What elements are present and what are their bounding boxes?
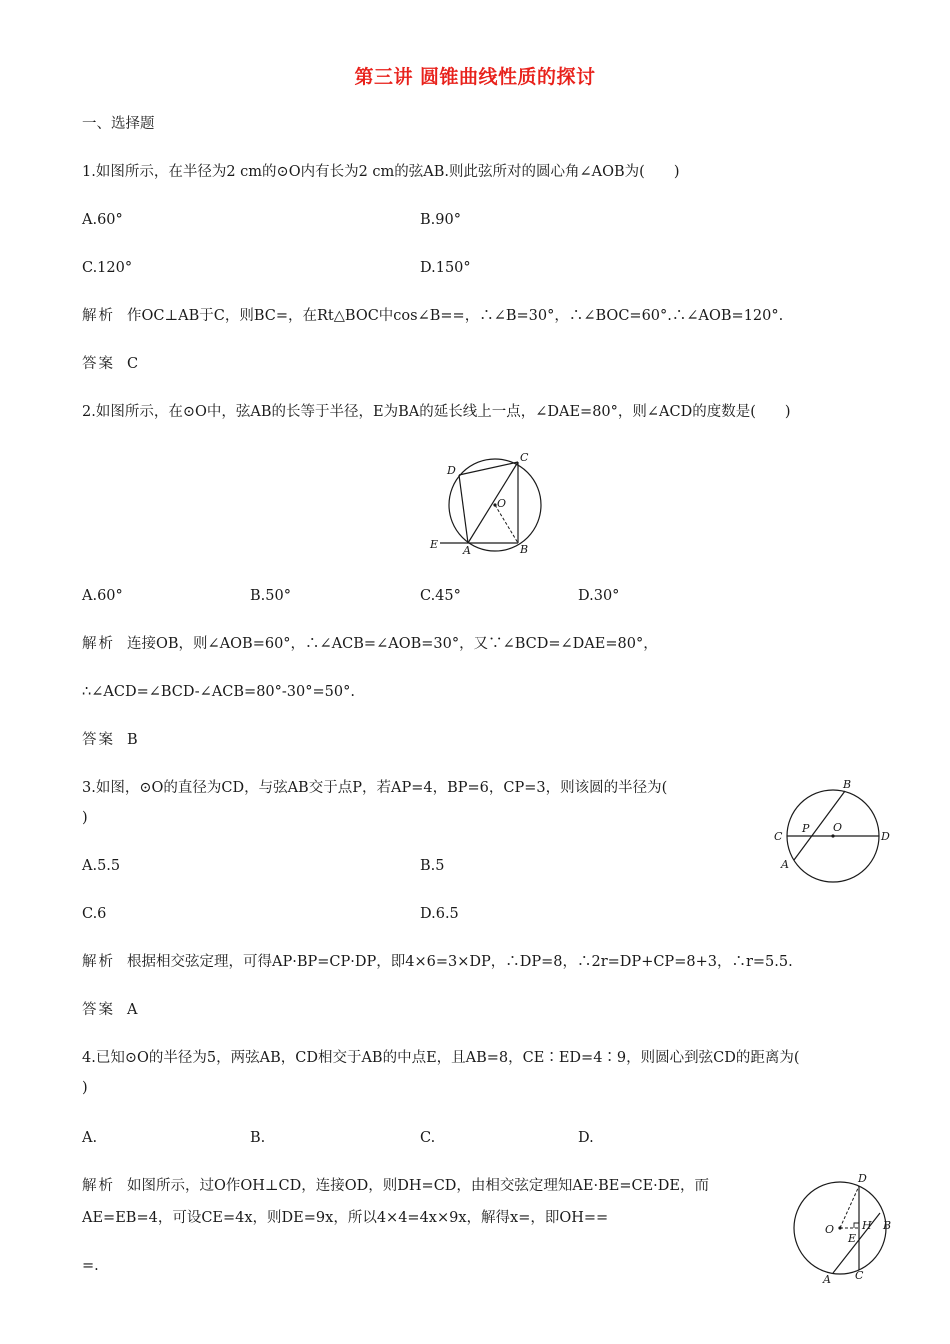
q4-option-c: C. bbox=[420, 1130, 436, 1146]
q3-label-c: C bbox=[774, 830, 783, 843]
q2-solution bbox=[82, 634, 658, 654]
q2-answer bbox=[82, 730, 138, 750]
q2-line-da bbox=[459, 475, 468, 543]
q1-option-b: B.90° bbox=[420, 212, 461, 228]
q4-solution bbox=[82, 1176, 709, 1196]
q4-center-dot bbox=[838, 1226, 841, 1229]
q4-label-h: H bbox=[862, 1219, 872, 1232]
answer-label: 答案 bbox=[82, 1002, 115, 1018]
q1-stem: 1.如图所示，在半径为2 cm的⊙O内有长为2 cm的弦AB.则此弦所对的圆心角∠AOB为( ) bbox=[82, 164, 680, 180]
q1-solution-text: 作OC⊥AB于C，则BC=，在Rt△BOC中cos∠B==，∴∠B=30°，∴∠BOC=60°.∴∠AOB=120°. bbox=[127, 308, 784, 324]
q3-stem: 3.如图，⊙O的直径为CD，与弦AB交于点P，若AP=4，BP=6，CP=3，则该圆的半径为( bbox=[82, 780, 668, 796]
q4-stem-line2: ) bbox=[82, 1080, 88, 1096]
q3-solution-text: 根据相交弦定理，可得AP·BP=CP·DP，即4×6=3×DP，∴DP=8，∴2r=DP+CP=8+3，∴r=5.5. bbox=[127, 954, 793, 970]
q2-label-a: A bbox=[463, 544, 471, 557]
q2-label-d: D bbox=[447, 464, 456, 477]
q3-label-b: B bbox=[843, 778, 852, 791]
q3-answer-value: A bbox=[127, 1002, 138, 1018]
q4-figure bbox=[785, 1170, 900, 1288]
q2-label-e: E bbox=[430, 538, 439, 551]
q4-label-d: D bbox=[858, 1172, 867, 1185]
q3-option-b: B.5 bbox=[420, 858, 445, 874]
q1-option-a: A.60° bbox=[82, 212, 123, 228]
q2-label-b: B bbox=[520, 543, 529, 556]
q3-stem-line2: ) bbox=[82, 810, 88, 826]
solution-label: 解析 bbox=[82, 1178, 115, 1194]
q4-solution-text: 如图所示，过O作OH⊥CD，连接OD，则DH=CD，由相交弦定理知AE·BE=CE·DE，而 bbox=[127, 1178, 709, 1194]
q1-option-c: C.120° bbox=[82, 260, 133, 276]
section-heading: 一、选择题 bbox=[82, 116, 155, 132]
q4-chord-ab bbox=[833, 1213, 880, 1273]
solution-label: 解析 bbox=[82, 954, 115, 970]
q4-option-d: D. bbox=[578, 1130, 594, 1146]
q1-solution bbox=[82, 306, 783, 326]
q1-option-d: D.150° bbox=[420, 260, 471, 276]
q2-option-c: C.45° bbox=[420, 588, 461, 604]
answer-label: 答案 bbox=[82, 732, 115, 748]
q3-center-dot bbox=[831, 834, 834, 837]
q2-stem: 2.如图所示，在⊙O中，弦AB的长等于半径，E为BA的延长线上一点，∠DAE=80°，则∠ACD的度数是( ) bbox=[82, 404, 791, 420]
q3-solution bbox=[82, 952, 793, 972]
q2-dashed-ob bbox=[495, 505, 518, 543]
q4-solution-line3: =. bbox=[82, 1258, 99, 1274]
answer-label: 答案 bbox=[82, 356, 115, 372]
q4-label-c: C bbox=[855, 1269, 864, 1282]
q2-answer-value: B bbox=[127, 732, 138, 748]
solution-label: 解析 bbox=[82, 308, 115, 324]
q4-dashed-od bbox=[840, 1186, 859, 1228]
solution-label: 解析 bbox=[82, 636, 115, 652]
q3-option-d: D.6.5 bbox=[420, 906, 459, 922]
q4-solution-line2: AE=EB=4，可设CE=4x，则DE=9x，所以4×4=4x×9x，解得x=，即OH== bbox=[82, 1210, 609, 1226]
q3-label-d: D bbox=[881, 830, 890, 843]
page-title: 第三讲 圆锥曲线性质的探讨 bbox=[354, 66, 596, 88]
q3-option-a: A.5.5 bbox=[82, 858, 121, 874]
q4-option-b: B. bbox=[250, 1130, 266, 1146]
q2-label-c: C bbox=[520, 451, 529, 464]
q1-answer-value: C bbox=[127, 356, 139, 372]
q2-option-d: D.30° bbox=[578, 588, 620, 604]
q4-label-o: O bbox=[825, 1223, 835, 1236]
q4-label-a: A bbox=[823, 1273, 831, 1286]
q2-label-o: O bbox=[497, 497, 507, 510]
q4-right-angle-mark bbox=[854, 1223, 859, 1228]
q2-solution-text: 连接OB，则∠AOB=60°，∴∠ACB=∠AOB=30°，又∵∠BCD=∠DAE=80°， bbox=[127, 636, 658, 652]
q3-label-a: A bbox=[781, 858, 789, 871]
q3-figure bbox=[770, 776, 895, 886]
q3-option-c: C.6 bbox=[82, 906, 107, 922]
q2-option-a: A.60° bbox=[82, 588, 123, 604]
q2-option-b: B.50° bbox=[250, 588, 291, 604]
q2-figure bbox=[426, 450, 546, 560]
q3-label-p: P bbox=[802, 822, 810, 835]
q4-option-a: A. bbox=[82, 1130, 98, 1146]
q1-answer bbox=[82, 354, 138, 374]
q4-label-e: E bbox=[848, 1232, 857, 1245]
q4-label-b: B bbox=[883, 1219, 892, 1232]
q2-solution-line2: ∴∠ACD=∠BCD-∠ACB=80°-30°=50°. bbox=[82, 684, 355, 700]
q3-answer bbox=[82, 1000, 137, 1020]
q3-label-o: O bbox=[833, 821, 843, 834]
q4-stem: 4.已知⊙O的半径为5，两弦AB，CD相交于AB的中点E，且AB=8，CE∶ED=4∶9，则圆心到弦CD的距离为( bbox=[82, 1050, 800, 1066]
